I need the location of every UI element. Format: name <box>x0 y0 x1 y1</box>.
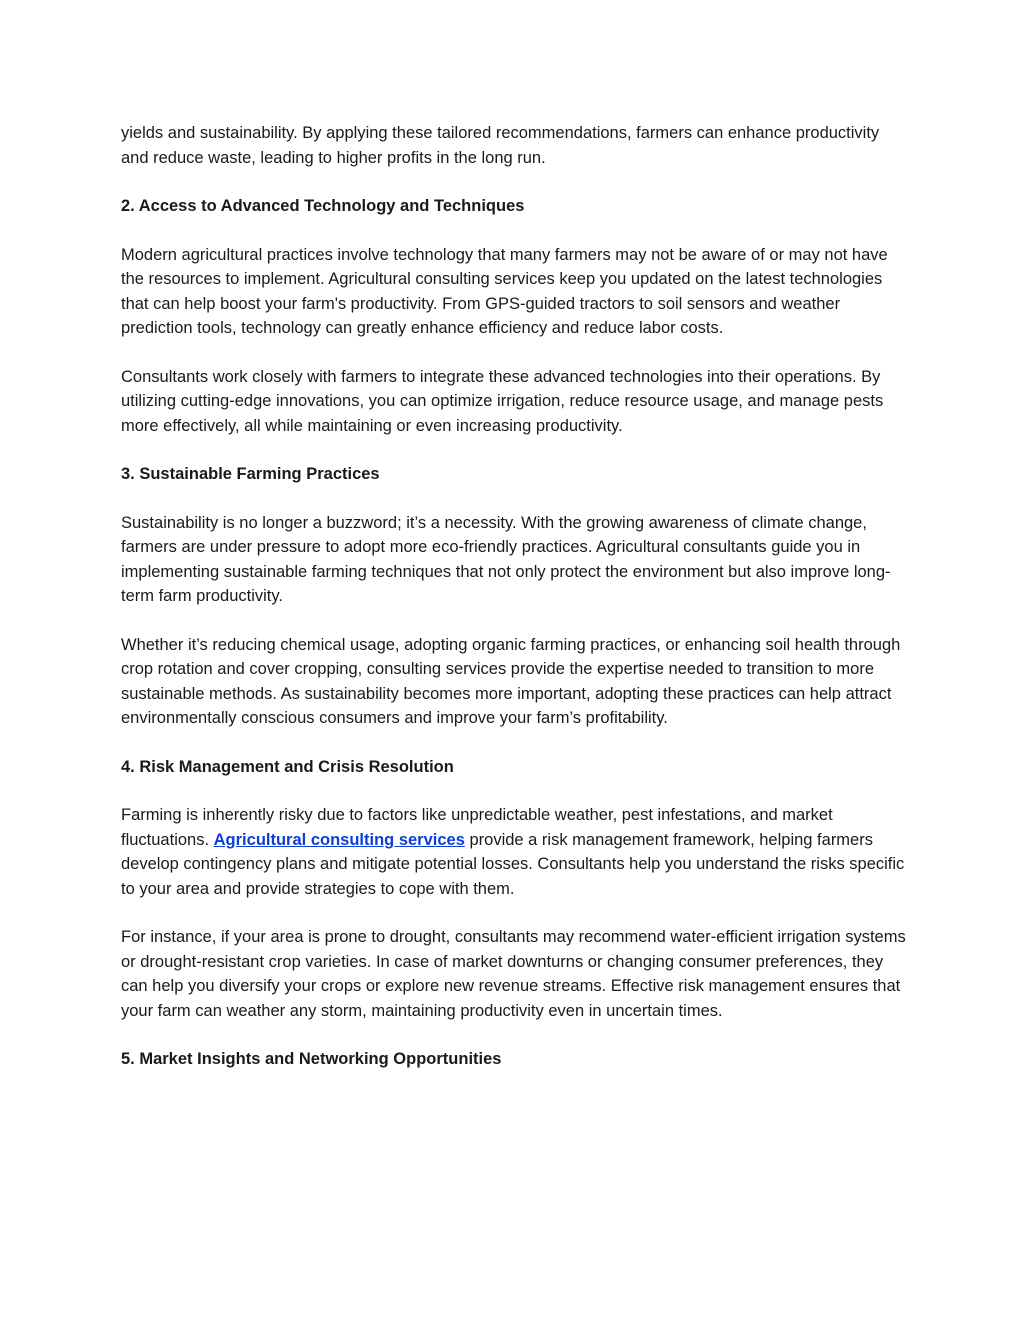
agricultural-consulting-services-link[interactable]: Agricultural consulting services <box>213 830 465 849</box>
paragraph-sustainability-necessity: Sustainability is no longer a buzzword; it’s a necessity. With the growing awareness of climate change, farmers are under pressure to adopt more eco-friendly practices. Agricultural consultants guide you in implementing sustainable farming techniques that not only protect the environment but also improve long-term farm productivity. <box>121 513 891 605</box>
paragraph-intro-continuation: yields and sustainability. By applying these tailored recommendations, farmers can enhance productivity and reduce waste, leading to higher profits in the long run. <box>121 124 880 167</box>
paragraph-risk-framework <box>121 803 911 901</box>
paragraph-risk-example: For instance, if your area is prone to drought, consultants may recommend water-efficient irrigation systems or drought-resistant crop varieties. In case of market downturns or changing consumer preferences, they can help you diversify your crops or explore new revenue streams. Effective risk management ensures that your farm can weather any storm, maintaining productivity even in uncertain times. <box>121 928 906 1020</box>
risk-text-after-link: provide a risk management framework, helping farmers develop contingency plans and mitigate potential losses. Consultants help you understand the risks specific to your area and provide strategies to cope with them. <box>121 830 905 898</box>
heading-advanced-technology: 2. Access to Advanced Technology and Techniques <box>121 197 525 215</box>
risk-text-before-link: Farming is inherently risky due to factors like unpredictable weather, pest infestations, and market fluctuations. <box>121 806 833 849</box>
paragraph-technology-overview: Modern agricultural practices involve technology that many farmers may not be aware of or may not have the resources to implement. Agricultural consulting services keep you updated on the latest technologies that can help boost your farm's productivity. From GPS-guided tractors to soil sensors and weather prediction tools, technology can greatly enhance efficiency and reduce labor costs. <box>121 245 888 337</box>
document-page <box>121 121 911 1096</box>
paragraph-technology-integration: Consultants work closely with farmers to integrate these advanced technologies into their operations. By utilizing cutting-edge innovations, you can optimize irrigation, reduce resource usage, and manage pests more effectively, all while maintaining or even increasing productivity. <box>121 367 884 435</box>
heading-risk-management: 4. Risk Management and Crisis Resolution <box>121 757 454 776</box>
heading-sustainable-farming: 3. Sustainable Farming Practices <box>121 465 380 483</box>
paragraph-sustainability-methods: Whether it’s reducing chemical usage, adopting organic farming practices, or enhancing soil health through crop rotation and cover cropping, consulting services provide the expertise needed to transition to more sustainable methods. As sustainability becomes more important, adopting these practices can help attract environmentally conscious consumers and improve your farm’s profitability. <box>121 635 901 727</box>
heading-market-insights: 5. Market Insights and Networking Opportunities <box>121 1050 502 1068</box>
